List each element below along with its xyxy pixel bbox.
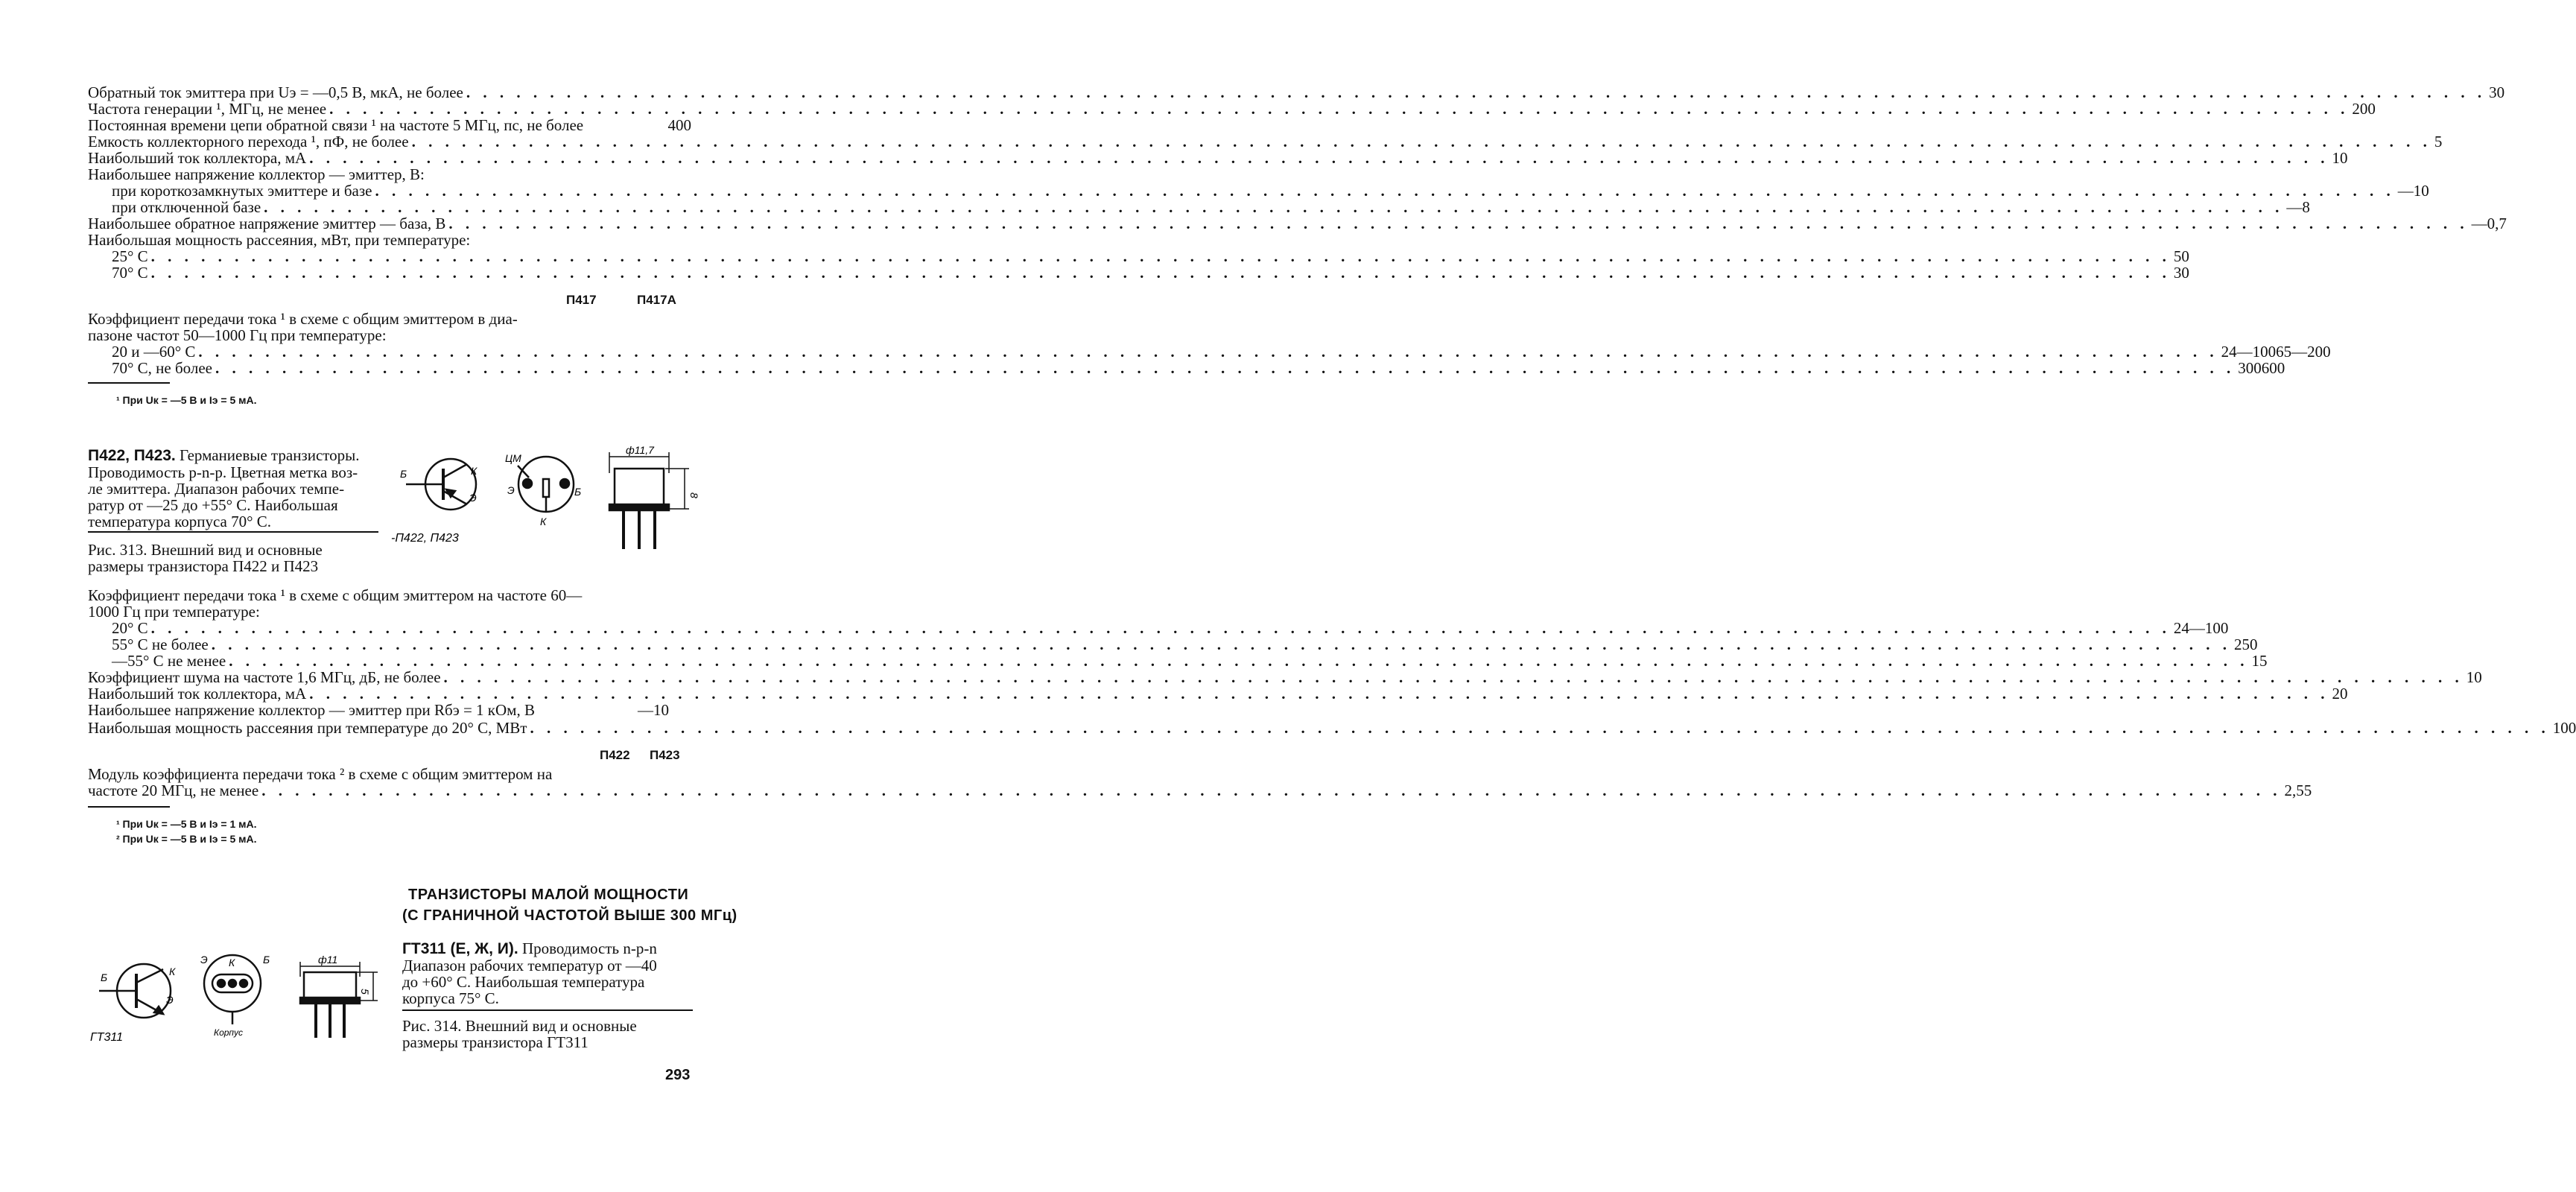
label-b: Б xyxy=(574,486,582,498)
modulus-line: Модуль коэффициента передачи тока ² в схеме с общим эмиттером на xyxy=(88,765,553,783)
footnote: ¹ При Uк = —5 В и Iэ = 1 мА. xyxy=(116,818,257,830)
figure-314-caption xyxy=(402,1018,697,1050)
spec-value: 30 xyxy=(2489,83,2505,101)
spec-label: при короткозамкнутых эмиттере и базе xyxy=(112,182,372,200)
spec-value: —10 xyxy=(2397,182,2429,200)
desc-line: до +60° С. Наибольшая температура xyxy=(402,973,645,991)
figure-name: -П422, П423 xyxy=(391,532,459,545)
p422-intro: Коэффициент передачи тока ¹ в схеме с общим эмиттером на частоте 60— xyxy=(88,586,583,604)
label-b: Б xyxy=(263,954,270,966)
label-e: Э xyxy=(469,492,477,504)
spec-label: 70° С xyxy=(112,264,148,282)
spec-row xyxy=(112,619,2229,637)
side-view xyxy=(609,452,689,549)
gt311-description xyxy=(402,940,697,1006)
spec-value: —10 xyxy=(638,701,669,719)
figure-name: ГТ311 xyxy=(90,1031,123,1044)
spec-row xyxy=(88,215,2507,232)
section-heading: (С ГРАНИЧНОЙ ЧАСТОТОЙ ВЫШЕ 300 МГц) xyxy=(402,907,737,924)
spec-label: Наибольшее обратное напряжение эмиттер — база, В xyxy=(88,215,446,232)
dimension-height: 8 xyxy=(688,492,700,498)
p417-row-label: 20 и —60° С xyxy=(112,343,196,361)
label-b: Б xyxy=(400,468,407,480)
footnote: ² При Uк = —5 В и Iэ = 5 мА. xyxy=(116,833,257,845)
p422-description xyxy=(88,447,378,530)
spec-row xyxy=(88,668,2482,686)
spec-value: —8 xyxy=(2286,198,2310,216)
label-e: Э xyxy=(200,954,208,966)
transistor-symbol-npn xyxy=(99,964,171,1018)
spec-value: 50 xyxy=(2173,247,2189,265)
desc-line: Проводимость p-n-p. Цветная метка воз- xyxy=(88,463,358,481)
spec-row xyxy=(88,149,2348,167)
spec-row xyxy=(112,182,2429,200)
figure-313-drawing xyxy=(384,443,700,555)
label-e: Э xyxy=(507,484,515,496)
spec-value: 30 xyxy=(2173,264,2189,282)
spec-group-label: Наибольшее напряжение коллектор — эмиттер, В: xyxy=(88,165,425,183)
spec-label: Наибольший ток коллектора, мА xyxy=(88,149,307,167)
spec-row xyxy=(88,117,691,133)
spec-row xyxy=(88,100,2376,118)
column-header-p417: П417 xyxy=(566,293,597,307)
desc-line: температура корпуса 70° С. xyxy=(88,513,272,530)
figure-313-caption xyxy=(88,542,378,574)
label-k: К xyxy=(169,966,176,977)
side-view xyxy=(300,962,378,1038)
label-b: Б xyxy=(101,971,108,983)
spec-label: 55° С не более xyxy=(112,635,209,653)
spec-group-label: Наибольшая мощность рассеяния, мВт, при температуре: xyxy=(88,231,471,249)
p417-row xyxy=(112,343,2331,361)
column-header-p423: П423 xyxy=(650,748,680,762)
spec-value: 10 xyxy=(2466,668,2482,686)
spec-row xyxy=(88,702,669,718)
desc-line: Германиевые транзисторы. xyxy=(180,446,360,464)
desc-line: Диапазон рабочих температур от —40 xyxy=(402,957,657,974)
spec-label: Частота генерации ¹, МГц, не менее xyxy=(88,100,327,118)
caption-line: Рис. 314. Внешний вид и основные xyxy=(402,1017,637,1035)
caption-line: Рис. 313. Внешний вид и основные xyxy=(88,541,323,559)
caption-rule xyxy=(88,531,378,533)
spec-label: Постоянная времени цепи обратной связи ¹ на частоте 5 МГц, пс, не более xyxy=(88,116,584,134)
spec-label: Наибольший ток коллектора, мА xyxy=(88,685,307,703)
section-heading: ТРАНЗИСТОРЫ МАЛОЙ МОЩНОСТИ xyxy=(408,887,689,903)
p422-title: П422, П423. xyxy=(88,447,176,464)
dimension-height: 5 xyxy=(359,989,371,995)
page-number: 293 xyxy=(665,1067,691,1083)
modulus-label: частоте 20 МГц, не менее xyxy=(88,782,259,799)
spec-row xyxy=(112,264,2189,282)
p417-value: 300 xyxy=(2238,359,2262,377)
modulus-row xyxy=(88,782,2312,799)
footnote-rule xyxy=(88,382,170,384)
spec-value: 10 xyxy=(2332,149,2348,167)
spec-value: 15 xyxy=(2251,652,2268,670)
spec-row xyxy=(88,685,2348,703)
footnote: ¹ При Uк = —5 В и Iэ = 5 мА. xyxy=(116,394,257,406)
spec-label: Наибольшее напряжение коллектор — эмиттер при Rбэ = 1 кОм, В xyxy=(88,701,535,719)
spec-row xyxy=(112,635,2258,653)
p417-value: 24—100 xyxy=(2221,343,2277,361)
footnote-rule xyxy=(88,806,170,808)
p417-intro: пазоне частот 50—1000 Гц при температуре: xyxy=(88,326,387,344)
bottom-view xyxy=(518,457,574,512)
label-case: Корпус xyxy=(214,1027,244,1038)
transistor-symbol-pnp xyxy=(406,459,476,510)
p417-row xyxy=(112,359,2285,377)
dimension-diameter: ф11,7 xyxy=(626,444,654,456)
desc-line: ратур от —25 до +55° С. Наибольшая xyxy=(88,496,338,514)
column-header-p417a: П417А xyxy=(637,293,676,307)
p417-intro: Коэффициент передачи тока ¹ в схеме с общим эмиттером в диа- xyxy=(88,310,518,328)
column-header-p422: П422 xyxy=(600,748,630,762)
p417-row-label: 70° С, не более xyxy=(112,359,212,377)
label-e: Э xyxy=(166,994,174,1006)
caption-line: размеры транзистора ГТ311 xyxy=(402,1033,589,1051)
spec-row xyxy=(112,652,2268,670)
desc-line: корпуса 75° С. xyxy=(402,989,499,1007)
p422-value: 2,5 xyxy=(2284,782,2304,799)
spec-label: 25° С xyxy=(112,247,148,265)
p417a-value: 600 xyxy=(2261,359,2285,377)
spec-value: 400 xyxy=(667,116,691,134)
spec-label: Емкость коллекторного перехода ¹, пФ, не более xyxy=(88,133,409,150)
spec-label: —55° С не менее xyxy=(112,652,226,670)
spec-label: при отключенной базе xyxy=(112,198,261,216)
dimension-diameter: ф11 xyxy=(318,954,338,966)
spec-value: 100 xyxy=(2552,719,2576,737)
gt311-title: ГТ311 (Е, Ж, И). xyxy=(402,940,518,957)
spec-value: 20 xyxy=(2332,685,2348,703)
label-k: К xyxy=(540,516,547,527)
caption-rule xyxy=(402,1009,693,1011)
spec-label: Наибольшая мощность рассеяния при температуре до 20° С, МВт xyxy=(88,719,527,737)
caption-line: размеры транзистора П422 и П423 xyxy=(88,557,319,575)
spec-value: 5 xyxy=(2434,133,2443,150)
spec-row xyxy=(88,83,2505,101)
spec-row xyxy=(88,133,2443,150)
spec-value: 250 xyxy=(2234,635,2258,653)
spec-value: —0,7 xyxy=(2471,215,2507,232)
p422-intro: 1000 Гц при температуре: xyxy=(88,603,260,621)
desc-line: ле эмиттера. Диапазон рабочих темпе- xyxy=(88,480,345,498)
p423-value: 5 xyxy=(2303,782,2312,799)
desc-line: Проводимость n-p-n xyxy=(521,939,657,957)
p417a-value: 65—200 xyxy=(2276,343,2331,361)
label-cm: ЦМ xyxy=(505,452,521,464)
figure-314-drawing xyxy=(86,950,399,1058)
spec-label: Коэффициент шума на частоте 1,6 МГц, дБ, не более xyxy=(88,668,441,686)
spec-row xyxy=(112,198,2310,216)
spec-row xyxy=(112,247,2189,265)
spec-value: 200 xyxy=(2352,100,2376,118)
spec-label: 20° С xyxy=(112,619,148,637)
spec-row xyxy=(88,719,2576,737)
spec-value: 24—100 xyxy=(2173,619,2229,637)
label-k: К xyxy=(229,957,235,968)
label-k: К xyxy=(471,465,478,477)
spec-label: Обратный ток эмиттера при Uэ = —0,5 В, мкА, не более xyxy=(88,83,463,101)
